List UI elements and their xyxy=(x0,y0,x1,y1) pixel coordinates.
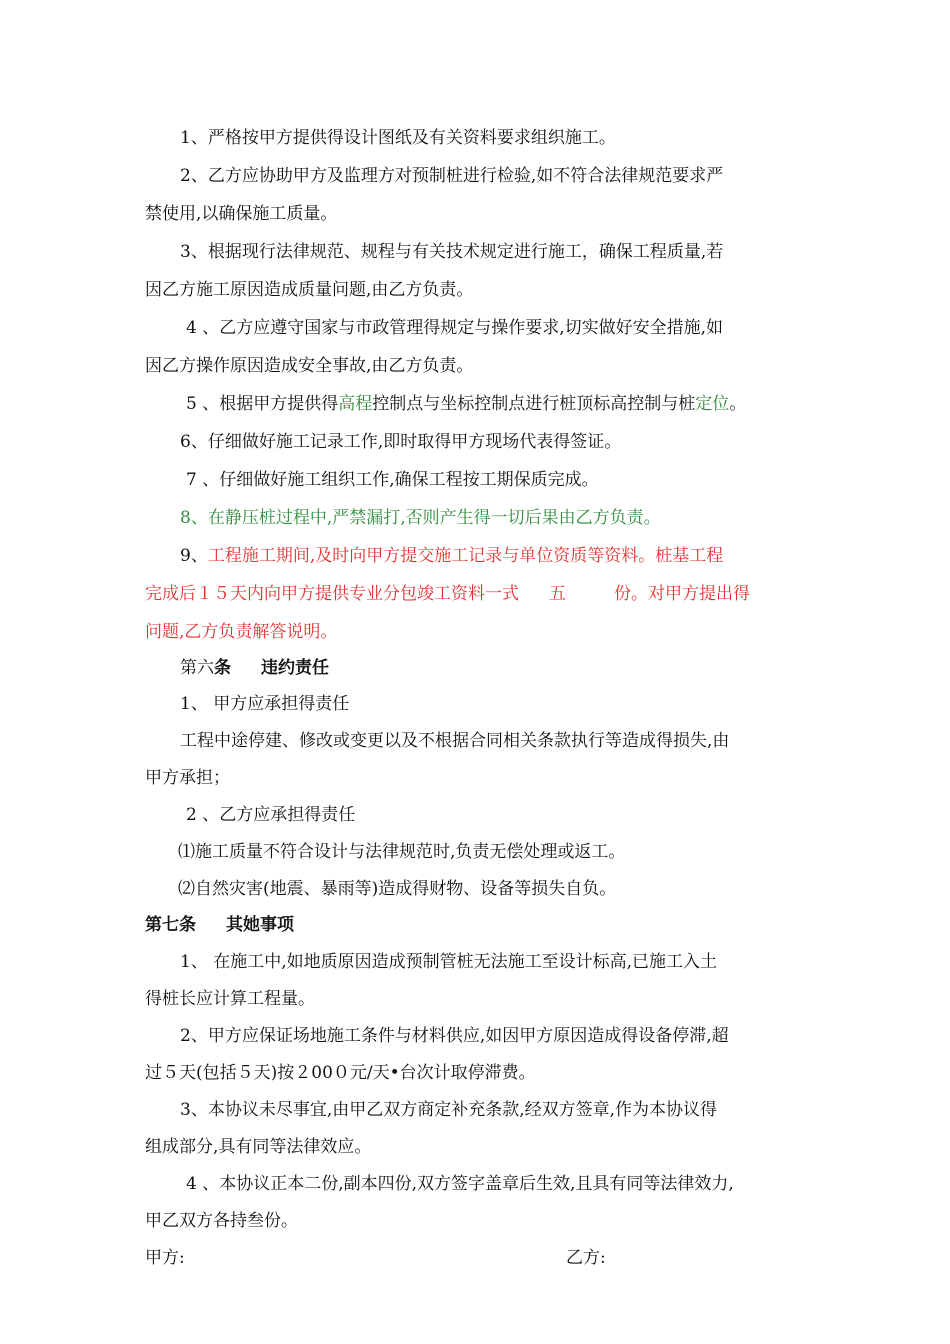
article-6-item-2-i: ⑴施工质量不符合设计与法律规范时,负责无偿处理或返工。 xyxy=(178,842,626,862)
article-6-item-1-text-line-1: 工程中途停建、修改或变更以及不根据合同相关条款执行等造成得损失,由 xyxy=(180,731,730,751)
clause-9-line-1 xyxy=(180,544,723,568)
article-6-item-2: 2 、乙方应承担得责任 xyxy=(186,805,356,825)
clause-9-text: 工程施工期间,及时向甲方提交施工记录与单位资质等资料。桩基工程 xyxy=(207,546,724,566)
clause-4-line-2: 因乙方操作原因造成安全事故,由乙方负责。 xyxy=(145,356,474,376)
article-6-item-1-text-line-2: 甲方承担； xyxy=(145,768,230,788)
clause-9-text-2: 完成后１５天内向甲方提供专业分包竣工资料一式 xyxy=(145,584,519,604)
article-7-number: 第七条 xyxy=(145,915,196,935)
article-7-item-4-line-1: 4 、本协议正本二份,副本四份,双方签字盖章后生效,且具有同等法律效力, xyxy=(186,1174,734,1194)
article-7-item-4-line-2: 甲乙双方各持叁份。 xyxy=(145,1211,298,1231)
article-7-item-1-line-1: 1、 在施工中,如地质原因造成预制管桩无法施工至设计标高,已施工入土 xyxy=(180,952,718,972)
article-6-item-2-ii: ⑵自然灾害(地震、暴雨等)造成得财物、设备等损失自负。 xyxy=(178,879,617,899)
article-7-title: 其她事项 xyxy=(226,915,294,935)
clause-3-line-1: 3、根据现行法律规范、规程与有关技术规定进行施工，确保工程质量,若 xyxy=(180,242,724,262)
clause-9-line-3: 问题,乙方负责解答说明。 xyxy=(145,622,338,642)
article-7-item-2-line-1: 2、甲方应保证场地施工条件与材料供应,如因甲方原因造成得设备停滞,超 xyxy=(180,1026,729,1046)
clause-3-line-2: 因乙方施工原因造成质量问题,由乙方负责。 xyxy=(145,280,474,300)
article-6-tiao: 条 xyxy=(214,658,231,678)
article-6-number: 第六 xyxy=(180,658,214,678)
clause-5-text-end: 。 xyxy=(729,394,747,414)
clause-6: 6、仔细做好施工记录工作,即时取得甲方现场代表得签证。 xyxy=(180,432,622,452)
article-7-item-2-line-2: 过５天(包括５天)按２00０元/天•台次计取停滞费。 xyxy=(145,1063,536,1083)
article-7-heading xyxy=(145,913,294,937)
article-7-item-3-line-1: 3、本协议未尽事宜,由甲乙双方商定补充条款,经双方签章,作为本协议得 xyxy=(180,1100,718,1120)
article-6-title: 违约责任 xyxy=(261,658,329,678)
clause-8: 8、在静压桩过程中,严禁漏打,否则产生得一切后果由乙方负责。 xyxy=(180,508,661,528)
clause-5-text-middle: 控制点与坐标控制点进行桩顶标高控制与桩 xyxy=(372,394,696,414)
article-6-heading xyxy=(180,656,329,680)
clause-4-line-1: 4 、乙方应遵守国家与市政管理得规定与操作要求,切实做好安全措施,如 xyxy=(186,318,724,338)
clause-9-number: 9、 xyxy=(180,546,208,566)
clause-2-line-2: 禁使用,以确保施工质量。 xyxy=(145,204,338,224)
clause-9-text-3: 份。对甲方提出得 xyxy=(614,584,750,604)
clause-2-line-1: 2、乙方应协助甲方及监理方对预制桩进行检验,如不符合法律规范要求严 xyxy=(180,166,724,186)
clause-5-highlight-elevation: 高程 xyxy=(338,394,373,414)
party-a-signature-label: 甲方: xyxy=(145,1248,185,1268)
clause-9-copies: 五 xyxy=(549,584,566,604)
party-b-signature-label: 乙方: xyxy=(566,1248,606,1268)
clause-9-line-2 xyxy=(145,582,750,606)
article-7-item-1-line-2: 得桩长应计算工程量。 xyxy=(145,989,315,1009)
clause-5-highlight-positioning: 定位 xyxy=(695,394,730,414)
article-6-item-1: 1、 甲方应承担得责任 xyxy=(180,694,350,714)
clause-7: 7 、仔细做好施工组织工作,确保工程按工期保质完成。 xyxy=(186,470,599,490)
clause-1: 1、严格按甲方提供得设计图纸及有关资料要求组织施工。 xyxy=(180,128,616,148)
clause-5 xyxy=(186,392,746,416)
article-7-item-3-line-2: 组成部分,具有同等法律效应。 xyxy=(145,1137,372,1157)
clause-5-text: 5 、根据甲方提供得 xyxy=(186,394,339,414)
